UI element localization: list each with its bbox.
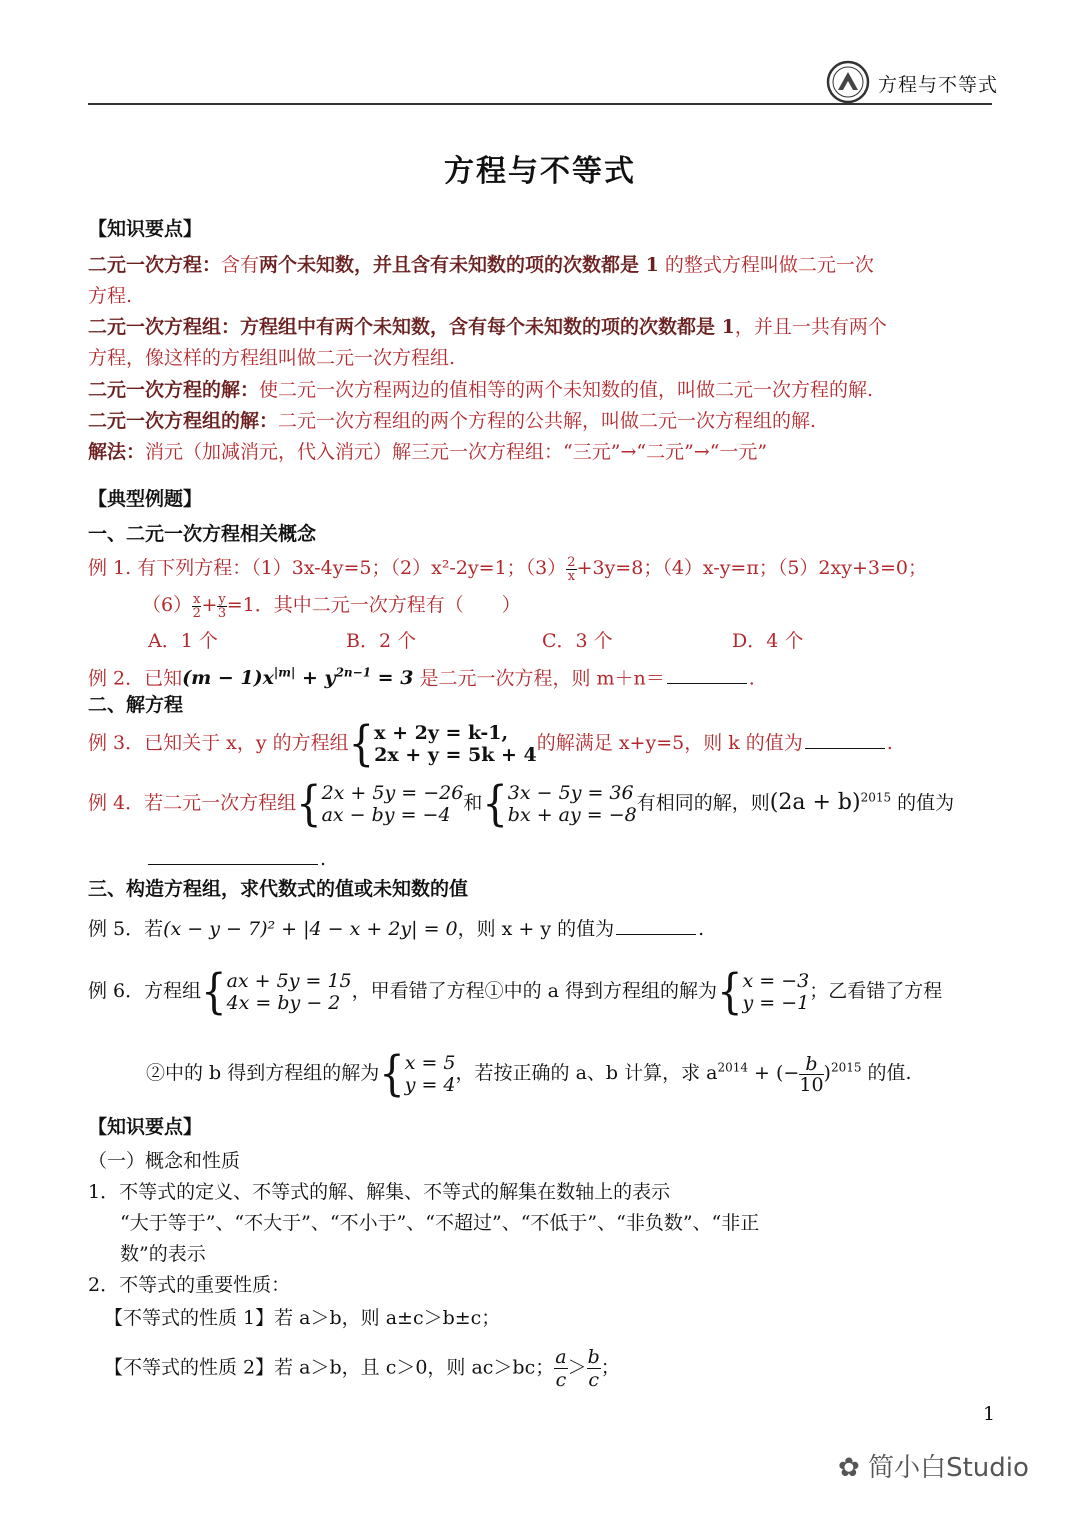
point-2: 2．不等式的重要性质： bbox=[88, 1274, 291, 1296]
example-6-line-2: ②中的 b 得到方程组的解为{ x = 5 y = 4 ，若按正确的 a、b 计算，求 $a^{2014}$ + (− $\frac{b}{10}$ )$^{2015}$ 的值. bbox=[146, 1046, 912, 1102]
example-1-option-b: B．2 个 bbox=[346, 630, 417, 652]
example-1-option-d: D．4 个 bbox=[732, 630, 804, 652]
page-title: 方程与不等式 bbox=[444, 154, 636, 189]
header-title: 方程与不等式 bbox=[878, 74, 999, 96]
point-1: 1．不等式的定义、不等式的解、解集、不等式的解集在数轴上的表示 bbox=[88, 1181, 671, 1203]
definition-line-7: 解法：消元（加减消元，代入消元）解三元一次方程组：“三元”→“二元”→“一元” bbox=[88, 441, 768, 463]
subsection-1-heading: 一、二元一次方程相关概念 bbox=[88, 523, 317, 545]
example-4: 例 4．若二元一次方程组{ 2x + 5y = −26 ax − by = −4 和{ 3x − 5y = 36 bx + ay = −8 有相同的解，则$(2a + b)^{2015}$ 的值为 bbox=[88, 776, 955, 832]
section1-heading: 【知识要点】 bbox=[88, 218, 203, 240]
example-6-line-1: 例 6．方程组{ ax + 5y = 15 4x = by − 2 ，甲看错了方程①中的 a 得到方程组的解为{ x = −3 y = −1 ；乙看错了方程 bbox=[88, 964, 943, 1020]
example-1-option-c: C．3 个 bbox=[542, 630, 613, 652]
definition-line-5: 二元一次方程的解：使二元一次方程两边的值相等的两个未知数的值，叫做二元一次方程的解. bbox=[88, 379, 874, 401]
section3-heading: 【知识要点】 bbox=[88, 1116, 203, 1138]
example-5: 例 5．若(x − y − 7)² + |4 − x + 2y| = 0，则 x + y 的值为 . bbox=[88, 918, 705, 940]
definition-line-6: 二元一次方程组的解：二元一次方程组的两个方程的公共解，叫做二元一次方程组的解. bbox=[88, 410, 817, 432]
page-number: 1 bbox=[983, 1403, 996, 1425]
definition-line-2: 方程. bbox=[88, 285, 133, 307]
point-1-cont: “大于等于”、“不大于”、“不小于”、“不超过”、“不低于”、“非负数”、“非正 bbox=[120, 1212, 760, 1234]
definition-line-1: 二元一次方程：含有两个未知数，并且含有未知数的项的次数都是 1 的整式方程叫做二元一次 bbox=[88, 254, 874, 276]
subsection-2-heading: 二、解方程 bbox=[88, 694, 184, 716]
definition-line-3: 二元一次方程组：方程组中有两个未知数，含有每个未知数的项的次数都是 1，并且一共有两个 bbox=[88, 316, 887, 338]
subsection-3-heading: 三、构造方程组，求代数式的值或未知数的值 bbox=[88, 878, 469, 900]
section2-heading: 【典型例题】 bbox=[88, 488, 203, 510]
header-divider bbox=[88, 103, 992, 105]
example-1-line-2: （6） $\frac{x}{2}$ + $\frac{y}{3}$ =1．其中二元一次方程有（ ） bbox=[142, 591, 521, 621]
wechat-icon: ✿ bbox=[838, 1453, 869, 1483]
example-1-line-1: 例 1. 有下列方程：（1）3x-4y=5；（2）x²-2y=1；（3） $\frac{2}{x}$ +3y=8；（4）x-y=π；（5）2xy+3=0； bbox=[88, 554, 927, 584]
inequality-property-2: 【不等式的性质 2】若 a＞b，且 c＞0，则 ac＞bc； $\frac{a}{c}$ ＞ $\frac{b}{c}$ ； bbox=[104, 1346, 620, 1391]
inequality-property-1: 【不等式的性质 1】若 a＞b，则 a±c＞b±c； bbox=[104, 1307, 501, 1329]
school-logo-icon bbox=[826, 60, 870, 104]
example-3: 例 3．已知关于 x，y 的方程组{ x + 2y = k-1, 2x + y = 5k + 4 的解满足 x+y=5，则 k 的值为 . bbox=[88, 716, 893, 772]
example-2: 例 2．已知$(m - 1)x^{|m|} + y^{2n-1} = 3$ 是二元一次方程，则 m＋n＝ . bbox=[88, 666, 755, 690]
definition-line-4: 方程，像这样的方程组叫做二元一次方程组. bbox=[88, 347, 456, 369]
point-1-end: 数”的表示 bbox=[120, 1243, 206, 1265]
watermark: ✿ 简小白Studio bbox=[838, 1453, 1029, 1483]
example-1-option-a: A．1 个 bbox=[148, 630, 218, 652]
example-4-blank: . bbox=[146, 846, 326, 872]
concepts-heading: （一）概念和性质 bbox=[88, 1150, 241, 1172]
